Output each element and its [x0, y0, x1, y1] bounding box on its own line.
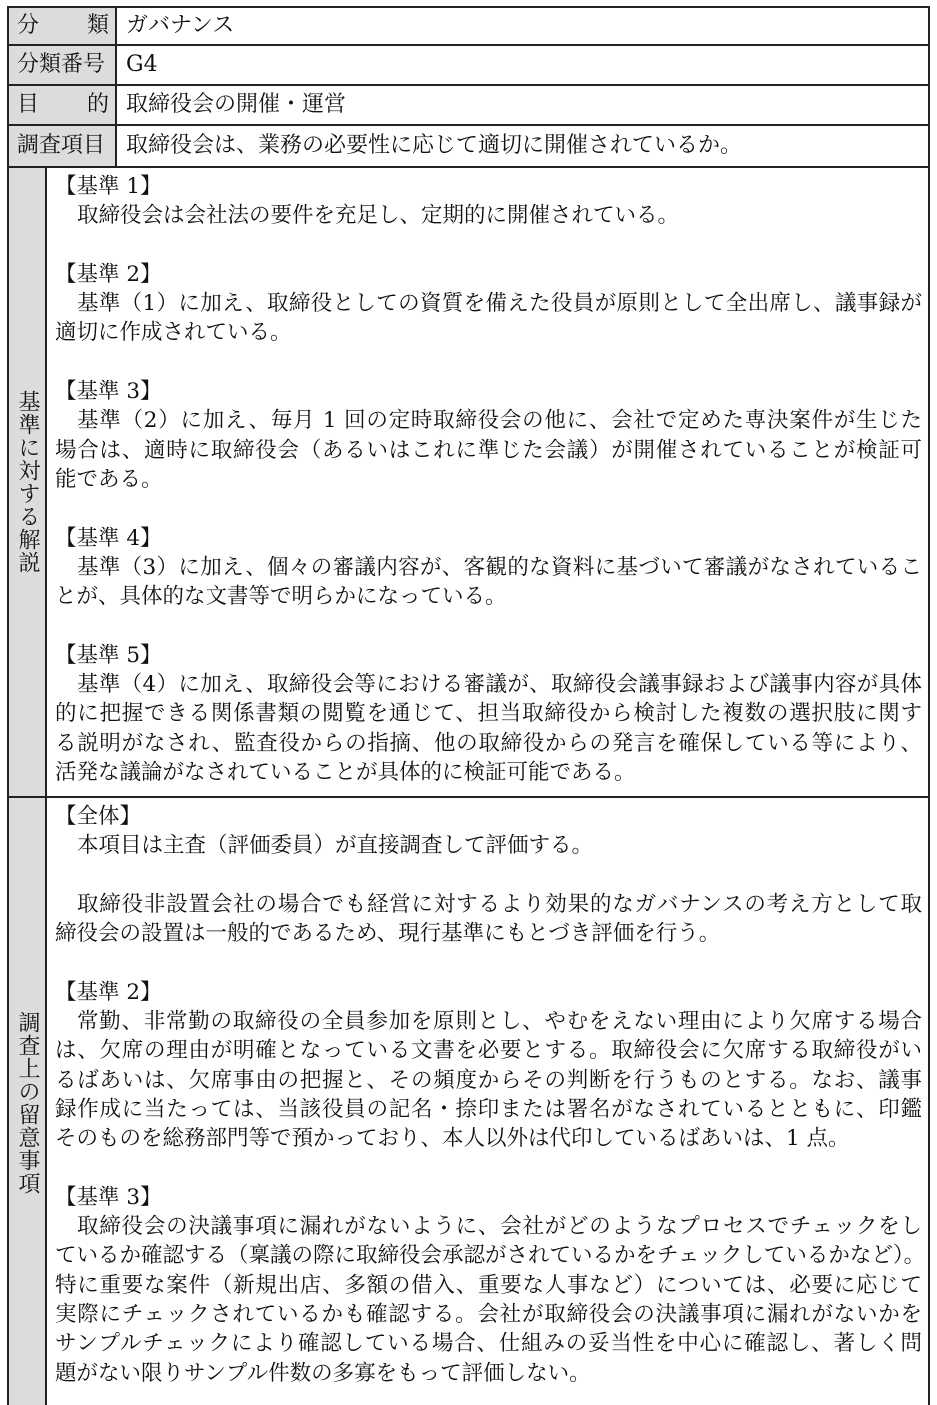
notes-label-cell [9, 798, 47, 1405]
criterion-5-line: 活発な議論がなされていることが具体的に検証可能である。 [55, 759, 636, 785]
commentary-label-cell [9, 168, 47, 796]
notes-criterion-3-line: 題がない限りサンプル件数の多寡をもって評価しない。 [55, 1360, 591, 1386]
criterion-5-line: 基準（4）に加え、取締役会等における審議が、取締役会議事録および議事内容が具体 [77, 672, 922, 698]
survey-item-label-cell [9, 126, 117, 166]
criterion-1-line: 取締役会は会社法の要件を充足し、定期的に開催されている。 [77, 203, 680, 229]
notes-criterion-3-line: 特に重要な案件（新規出店、多額の借入、重要な人事など）については、必要に応じて [55, 1272, 922, 1298]
notes-label: 調査上の留意事項 [15, 1010, 40, 1195]
category-value-cell [117, 8, 928, 44]
notes-board-line: 取締役非設置会社の場合でも経営に対するより効果的なガバナンスの考え方として取 [77, 891, 922, 917]
notes-criterion-3-line: サンプルチェックにより確認している場合、仕組みの妥当性を中心に確認し、著しく問 [55, 1331, 922, 1357]
evaluation-sheet [7, 6, 930, 1405]
survey-item-label: 調査項目 [17, 133, 106, 158]
criterion-4-heading: 【基準 4】 [55, 525, 162, 551]
criterion-1-paragraph [55, 172, 922, 231]
category-label-cell [9, 8, 117, 44]
commentary-label: 基準に対する解説 [15, 390, 40, 574]
purpose-label-cell [9, 86, 117, 124]
category-number-label: 分類番号 [17, 52, 106, 77]
criterion-2-line: 基準（1）に加え、取締役としての資質を備えた役員が原則として全出席し、議事録が [77, 291, 922, 317]
criterion-3-heading: 【基準 3】 [55, 379, 162, 405]
notes-criterion-2-line: そのものを総務部門等で預かっており、本人以外は代印しているばあいは、1 点。 [55, 1126, 850, 1152]
category-number-label-cell [9, 46, 117, 84]
row-category [9, 8, 928, 46]
purpose-value-cell [117, 86, 928, 124]
row-category-number [9, 46, 928, 86]
notes-criterion-2-line: るばあいは、欠席事由の把握と、その頻度からその判断を行うものとする。なお、議事 [55, 1067, 922, 1093]
survey-item-value-cell [117, 126, 928, 166]
notes-criterion-2-paragraph [55, 978, 922, 1154]
criterion-5-line: 的に把握できる関係書類の閲覧を通じて、担当取締役から検討した複数の選択肢に関す [55, 701, 922, 727]
survey-item-value: 取締役会は、業務の必要性に応じて適切に開催されているか。 [126, 133, 743, 158]
criterion-2-paragraph [55, 260, 922, 348]
category-number-value-cell [117, 46, 928, 84]
notes-criterion-2-line: 常勤、非常勤の取締役の全員参加を原則とし、やむをえない理由により欠席する場合 [77, 1009, 922, 1035]
notes-criterion-2-line: 録作成に当たっては、当該役員の記名・捺印または署名がなされているとともに、印鑑 [55, 1096, 922, 1122]
category-label-char-1: 分 [17, 13, 40, 38]
notes-criterion-2-heading: 【基準 2】 [55, 979, 162, 1005]
criterion-5-line: る説明がなされ、監査役からの指摘、他の取締役からの発言を確保している等により、 [55, 730, 922, 756]
criterion-5-heading: 【基準 5】 [55, 642, 162, 668]
criterion-4-line: とが、具体的な文書等で明らかになっている。 [55, 584, 507, 610]
criterion-3-paragraph [55, 377, 922, 494]
criterion-3-line: 能である。 [55, 466, 163, 492]
notes-criterion-3-line: 取締役会の決議事項に漏れがないように、会社がどのようなプロセスでチェックをし [77, 1214, 922, 1240]
criterion-2-heading: 【基準 2】 [55, 261, 162, 287]
notes-criterion-3-line: 実際にチェックされているかも確認する。会社が取締役会の決議事項に漏れがないかを [55, 1302, 922, 1328]
criterion-3-line: 基準（2）に加え、毎月 1 回の定時取締役会の他に、会社で定めた専決案件が生じた [77, 408, 922, 434]
category-number-value: G4 [126, 52, 158, 77]
criterion-3-line: 場合は、適時に取締役会（あるいはこれに準じた会議）が開催されていることが検証可 [55, 437, 922, 463]
criterion-1-heading: 【基準 1】 [55, 174, 162, 199]
row-purpose [9, 86, 928, 126]
category-label-char-2: 類 [86, 13, 109, 38]
notes-criterion-3-heading: 【基準 3】 [55, 1184, 162, 1210]
criterion-5-paragraph [55, 641, 922, 787]
notes-board-paragraph [55, 890, 922, 949]
row-survey-item [9, 126, 928, 168]
notes-criterion-3-line: ているか確認する（稟議の際に取締役会承認がされているかをチェックしているかなど）。 [55, 1243, 926, 1269]
purpose-value: 取締役会の開催・運営 [126, 92, 347, 117]
purpose-label-char-1: 目 [17, 92, 40, 117]
purpose-label [17, 92, 109, 118]
criterion-2-line: 適切に作成されている。 [55, 320, 292, 346]
notes-content [47, 798, 928, 1405]
notes-criterion-2-line: は、欠席の理由が明確となっている文書を必要とする。取締役会に欠席する取締役がい [55, 1038, 922, 1064]
commentary-content [47, 168, 928, 796]
notes-overall-heading: 【全体】 [55, 804, 142, 829]
criterion-4-line: 基準（3）に加え、個々の審議内容が、客観的な資料に基づいて審議がなされているこ [77, 554, 922, 580]
criterion-4-paragraph [55, 524, 922, 612]
notes-overall-paragraph [55, 802, 922, 861]
notes-section [9, 798, 928, 1405]
notes-overall-line: 本項目は主査（評価委員）が直接調査して評価する。 [77, 833, 594, 859]
notes-criterion-3-paragraph [55, 1183, 926, 1388]
commentary-section [9, 168, 928, 798]
category-value: ガバナンス [126, 13, 235, 38]
category-label [17, 13, 109, 39]
purpose-label-char-2: 的 [86, 92, 109, 117]
notes-board-line: 締役会の設置は一般的であるため、現行基準にもとづき評価を行う。 [55, 921, 721, 947]
